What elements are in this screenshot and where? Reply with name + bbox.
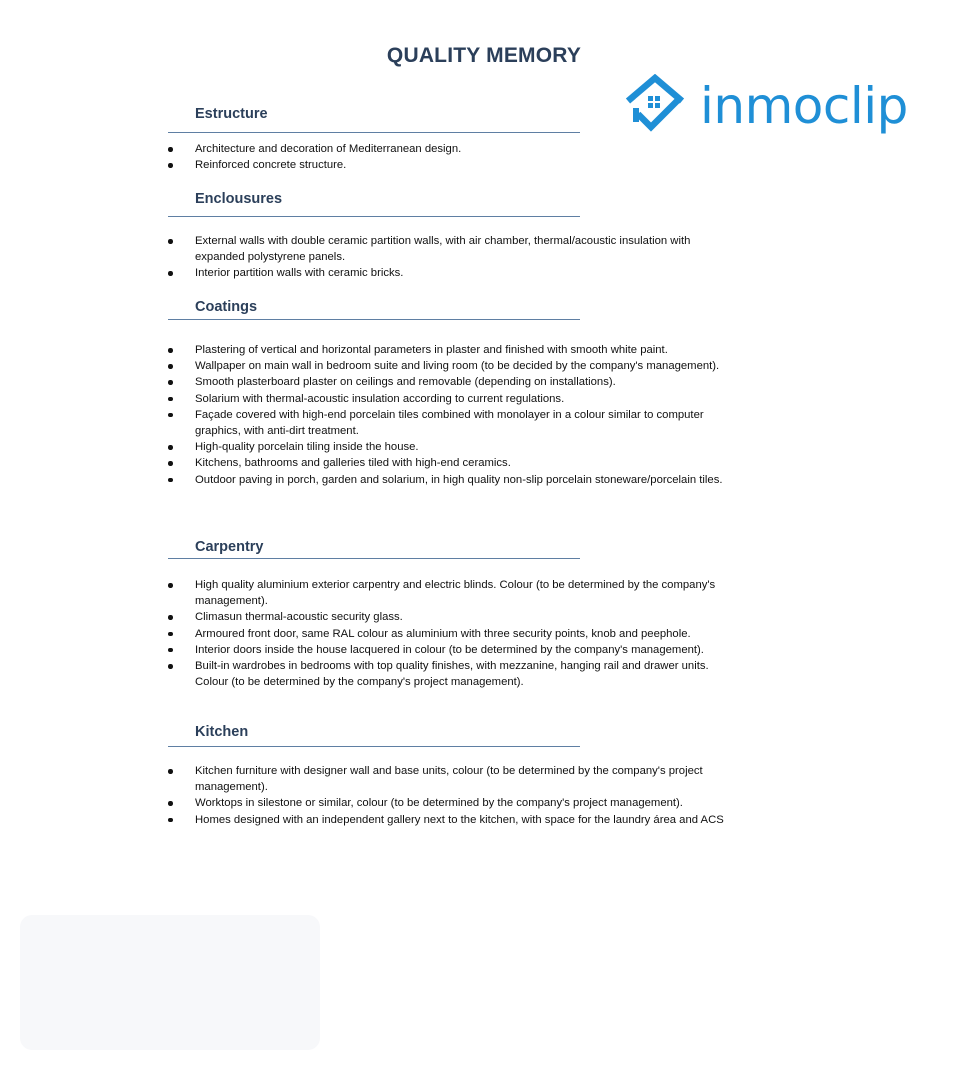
section-heading-kitchen: Kitchen [195,724,249,740]
section-list-kitchen [195,763,735,828]
list-item: High quality aluminium exterior carpentry and electric blinds. Colour (to be determined by the company's management). [195,577,735,609]
list-item: Solarium with thermal-acoustic insulation according to current regulations. [195,391,735,407]
section-rule [168,319,580,320]
section-heading-coatings: Coatings [195,299,258,315]
section-list-carpentry [195,577,735,690]
list-item: Reinforced concrete structure. [195,157,735,173]
list-item: Kitchen furniture with designer wall and base units, colour (to be determined by the company's project management). [195,763,735,795]
company-logo [624,74,914,140]
list-item: Homes designed with an independent gallery next to the kitchen, with space for the laundry área and ACS [195,812,735,828]
section-heading-estructure: Estructure [195,106,268,122]
logo-wordmark: inmoclip [700,77,908,135]
list-item: Plastering of vertical and horizontal parameters in plaster and finished with smooth white paint. [195,342,735,358]
document-title: QUALITY MEMORY [386,44,582,67]
section-rule [168,132,580,133]
list-item: Armoured front door, same RAL colour as aluminium with three security points, knob and peephole. [195,626,735,642]
list-item: Interior doors inside the house lacquered in colour (to be determined by the company's management). [195,642,735,658]
section-list-enclousures [195,233,735,282]
list-item: Worktops in silestone or similar, colour (to be determined by the company's project management). [195,795,735,811]
section-rule [168,216,580,217]
list-item: Architecture and decoration of Mediterranean design. [195,141,735,157]
list-item: Façade covered with high-end porcelain tiles combined with monolayer in a colour similar to computer graphics, with anti-dirt treatment. [195,407,735,439]
list-item: Wallpaper on main wall in bedroom suite and living room (to be decided by the company's management). [195,358,735,374]
section-list-estructure [195,141,735,173]
list-item: Climasun thermal-acoustic security glass. [195,609,735,625]
section-rule [168,746,580,747]
list-item: Interior partition walls with ceramic bricks. [195,265,735,281]
section-rule [168,558,580,559]
list-item: High-quality porcelain tiling inside the house. [195,439,735,455]
section-list-coatings [195,342,735,488]
list-item: External walls with double ceramic partition walls, with air chamber, thermal/acoustic insulation with expanded polystyrene panels. [195,233,735,265]
background-smudge [20,915,320,1050]
section-heading-enclousures: Enclousures [195,191,283,207]
house-check-icon [624,74,688,136]
list-item: Smooth plasterboard plaster on ceilings and removable (depending on installations). [195,374,735,390]
list-item: Outdoor paving in porch, garden and solarium, in high quality non-slip porcelain stoneware/porcelain tiles. [195,472,735,488]
list-item: Built-in wardrobes in bedrooms with top quality finishes, with mezzanine, hanging rail and drawer units. Colour (to be determined by the company's project management). [195,658,735,690]
list-item: Kitchens, bathrooms and galleries tiled with high-end ceramics. [195,455,735,471]
section-heading-carpentry: Carpentry [195,539,264,555]
